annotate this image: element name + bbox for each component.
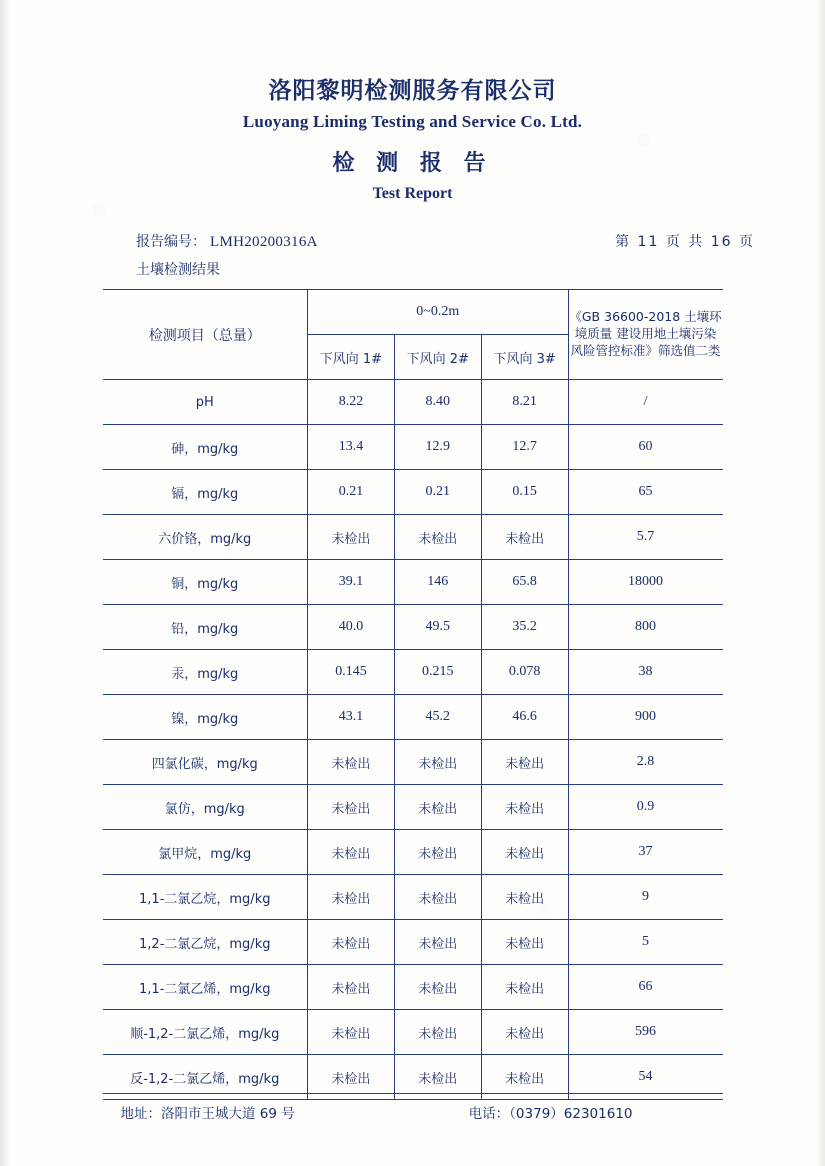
row-value-1: 未检出 bbox=[308, 875, 395, 920]
row-value-3: 65.8 bbox=[481, 560, 568, 605]
document-title-en: Test Report bbox=[372, 185, 453, 202]
report-footer bbox=[0, 1093, 825, 1122]
row-value-2: 0.215 bbox=[394, 650, 481, 695]
row-value-1: 未检出 bbox=[308, 1010, 395, 1055]
row-standard: 5.7 bbox=[568, 515, 722, 560]
row-value-2: 未检出 bbox=[394, 965, 481, 1010]
row-standard: 38 bbox=[568, 650, 722, 695]
row-value-3: 46.6 bbox=[481, 695, 568, 740]
row-value-2: 未检出 bbox=[394, 875, 481, 920]
table-row bbox=[103, 740, 723, 785]
row-standard: 54 bbox=[568, 1055, 722, 1100]
row-value-3: 未检出 bbox=[481, 1055, 568, 1100]
page-indicator: 第 11 页 共 16 页 bbox=[615, 234, 755, 250]
row-value-3: 未检出 bbox=[481, 1010, 568, 1055]
header-item-column: 检测项目（总量） bbox=[103, 290, 308, 380]
row-standard: 60 bbox=[568, 425, 722, 470]
row-value-1: 40.0 bbox=[308, 605, 395, 650]
row-value-1: 未检出 bbox=[308, 785, 395, 830]
row-standard: 2.8 bbox=[568, 740, 722, 785]
row-value-2: 未检出 bbox=[394, 1010, 481, 1055]
company-name-en: Luoyang Liming Testing and Service Co. Ltd. bbox=[242, 112, 583, 131]
row-value-2: 未检出 bbox=[394, 1055, 481, 1100]
row-standard: 5 bbox=[568, 920, 722, 965]
row-standard: 18000 bbox=[568, 560, 722, 605]
row-value-2: 49.5 bbox=[394, 605, 481, 650]
row-item: 镉，mg/kg bbox=[103, 470, 308, 515]
row-value-2: 未检出 bbox=[394, 830, 481, 875]
row-value-1: 8.22 bbox=[308, 380, 395, 425]
company-name-cn: 洛阳黎明检测服务有限公司 bbox=[268, 78, 557, 104]
row-value-3: 未检出 bbox=[481, 875, 568, 920]
row-value-2: 未检出 bbox=[394, 785, 481, 830]
row-value-2: 8.40 bbox=[394, 380, 481, 425]
page-edge-right bbox=[817, 0, 825, 1166]
row-item: 顺-1,2-二氯乙烯，mg/kg bbox=[103, 1010, 308, 1055]
row-item: pH bbox=[103, 380, 308, 425]
row-standard: 0.9 bbox=[568, 785, 722, 830]
row-value-2: 12.9 bbox=[394, 425, 481, 470]
row-item: 1,1-二氯乙烷，mg/kg bbox=[103, 875, 308, 920]
row-value-3: 未检出 bbox=[481, 785, 568, 830]
table-row bbox=[103, 695, 723, 740]
row-value-1: 未检出 bbox=[308, 515, 395, 560]
footer-contact bbox=[103, 1102, 723, 1122]
row-item: 砷，mg/kg bbox=[103, 425, 308, 470]
row-value-1: 39.1 bbox=[308, 560, 395, 605]
footer-address: 地址：洛阳市王城大道 69 号 bbox=[120, 1106, 295, 1122]
row-value-2: 未检出 bbox=[394, 920, 481, 965]
row-value-3: 未检出 bbox=[481, 830, 568, 875]
row-item: 氯甲烷，mg/kg bbox=[103, 830, 308, 875]
footer-divider bbox=[103, 1093, 723, 1094]
report-meta bbox=[136, 231, 755, 251]
row-standard: / bbox=[568, 380, 722, 425]
row-value-3: 未检出 bbox=[481, 965, 568, 1010]
row-value-3: 未检出 bbox=[481, 515, 568, 560]
row-standard: 37 bbox=[568, 830, 722, 875]
row-value-2: 146 bbox=[394, 560, 481, 605]
row-item: 氯仿，mg/kg bbox=[103, 785, 308, 830]
row-value-1: 未检出 bbox=[308, 965, 395, 1010]
row-item: 1,1-二氯乙烯，mg/kg bbox=[103, 965, 308, 1010]
row-value-3: 35.2 bbox=[481, 605, 568, 650]
row-value-1: 0.145 bbox=[308, 650, 395, 695]
row-value-1: 未检出 bbox=[308, 830, 395, 875]
row-item: 汞，mg/kg bbox=[103, 650, 308, 695]
row-item: 四氯化碳，mg/kg bbox=[103, 740, 308, 785]
row-standard: 900 bbox=[568, 695, 722, 740]
report-number-value: LMH20200316A bbox=[210, 234, 318, 250]
soil-results-table bbox=[103, 289, 723, 1100]
table-row bbox=[103, 380, 723, 425]
row-item: 镍，mg/kg bbox=[103, 695, 308, 740]
row-item: 1,2-二氯乙烷，mg/kg bbox=[103, 920, 308, 965]
table-row bbox=[103, 785, 723, 830]
row-item: 铅，mg/kg bbox=[103, 605, 308, 650]
footer-phone: 电话：（0379）62301610 bbox=[468, 1106, 633, 1122]
page-edge-left bbox=[0, 0, 10, 1166]
table-row bbox=[103, 1010, 723, 1055]
row-value-3: 0.15 bbox=[481, 470, 568, 515]
row-value-2: 45.2 bbox=[394, 695, 481, 740]
document-title-cn: 检 测 报 告 bbox=[332, 151, 493, 176]
row-value-3: 8.21 bbox=[481, 380, 568, 425]
table-row bbox=[103, 470, 723, 515]
table-header-row-1 bbox=[103, 290, 723, 335]
table-row bbox=[103, 650, 723, 695]
row-value-3: 未检出 bbox=[481, 740, 568, 785]
row-value-3: 0.078 bbox=[481, 650, 568, 695]
header-depth-group: 0~0.2m bbox=[308, 290, 569, 335]
report-number bbox=[136, 231, 318, 251]
table-row bbox=[103, 605, 723, 650]
report-header bbox=[0, 0, 825, 203]
row-value-1: 未检出 bbox=[308, 920, 395, 965]
row-item: 反-1,2-二氯乙烯，mg/kg bbox=[103, 1055, 308, 1100]
header-standard-column: 《GB 36600-2018 土壤环境质量 建设用地土壤污染风险管控标准》筛选值二类 bbox=[568, 290, 722, 380]
table-row bbox=[103, 425, 723, 470]
header-sample-1: 下风向 1# bbox=[308, 335, 395, 380]
row-standard: 800 bbox=[568, 605, 722, 650]
row-value-3: 未检出 bbox=[481, 920, 568, 965]
table-row bbox=[103, 965, 723, 1010]
table-row bbox=[103, 515, 723, 560]
table-row bbox=[103, 920, 723, 965]
row-standard: 596 bbox=[568, 1010, 722, 1055]
row-item: 铜，mg/kg bbox=[103, 560, 308, 605]
row-value-1: 13.4 bbox=[308, 425, 395, 470]
row-value-2: 0.21 bbox=[394, 470, 481, 515]
table-row bbox=[103, 875, 723, 920]
table-row bbox=[103, 830, 723, 875]
row-item: 六价铬，mg/kg bbox=[103, 515, 308, 560]
row-value-1: 未检出 bbox=[308, 740, 395, 785]
row-value-1: 43.1 bbox=[308, 695, 395, 740]
header-sample-2: 下风向 2# bbox=[394, 335, 481, 380]
row-value-1: 0.21 bbox=[308, 470, 395, 515]
row-value-2: 未检出 bbox=[394, 740, 481, 785]
header-sample-3: 下风向 3# bbox=[481, 335, 568, 380]
row-standard: 65 bbox=[568, 470, 722, 515]
report-number-label: 报告编号： bbox=[136, 234, 206, 250]
section-title: 土壤检测结果 bbox=[136, 262, 220, 278]
table-row bbox=[103, 560, 723, 605]
row-value-3: 12.7 bbox=[481, 425, 568, 470]
row-value-1: 未检出 bbox=[308, 1055, 395, 1100]
row-value-2: 未检出 bbox=[394, 515, 481, 560]
row-standard: 66 bbox=[568, 965, 722, 1010]
row-standard: 9 bbox=[568, 875, 722, 920]
